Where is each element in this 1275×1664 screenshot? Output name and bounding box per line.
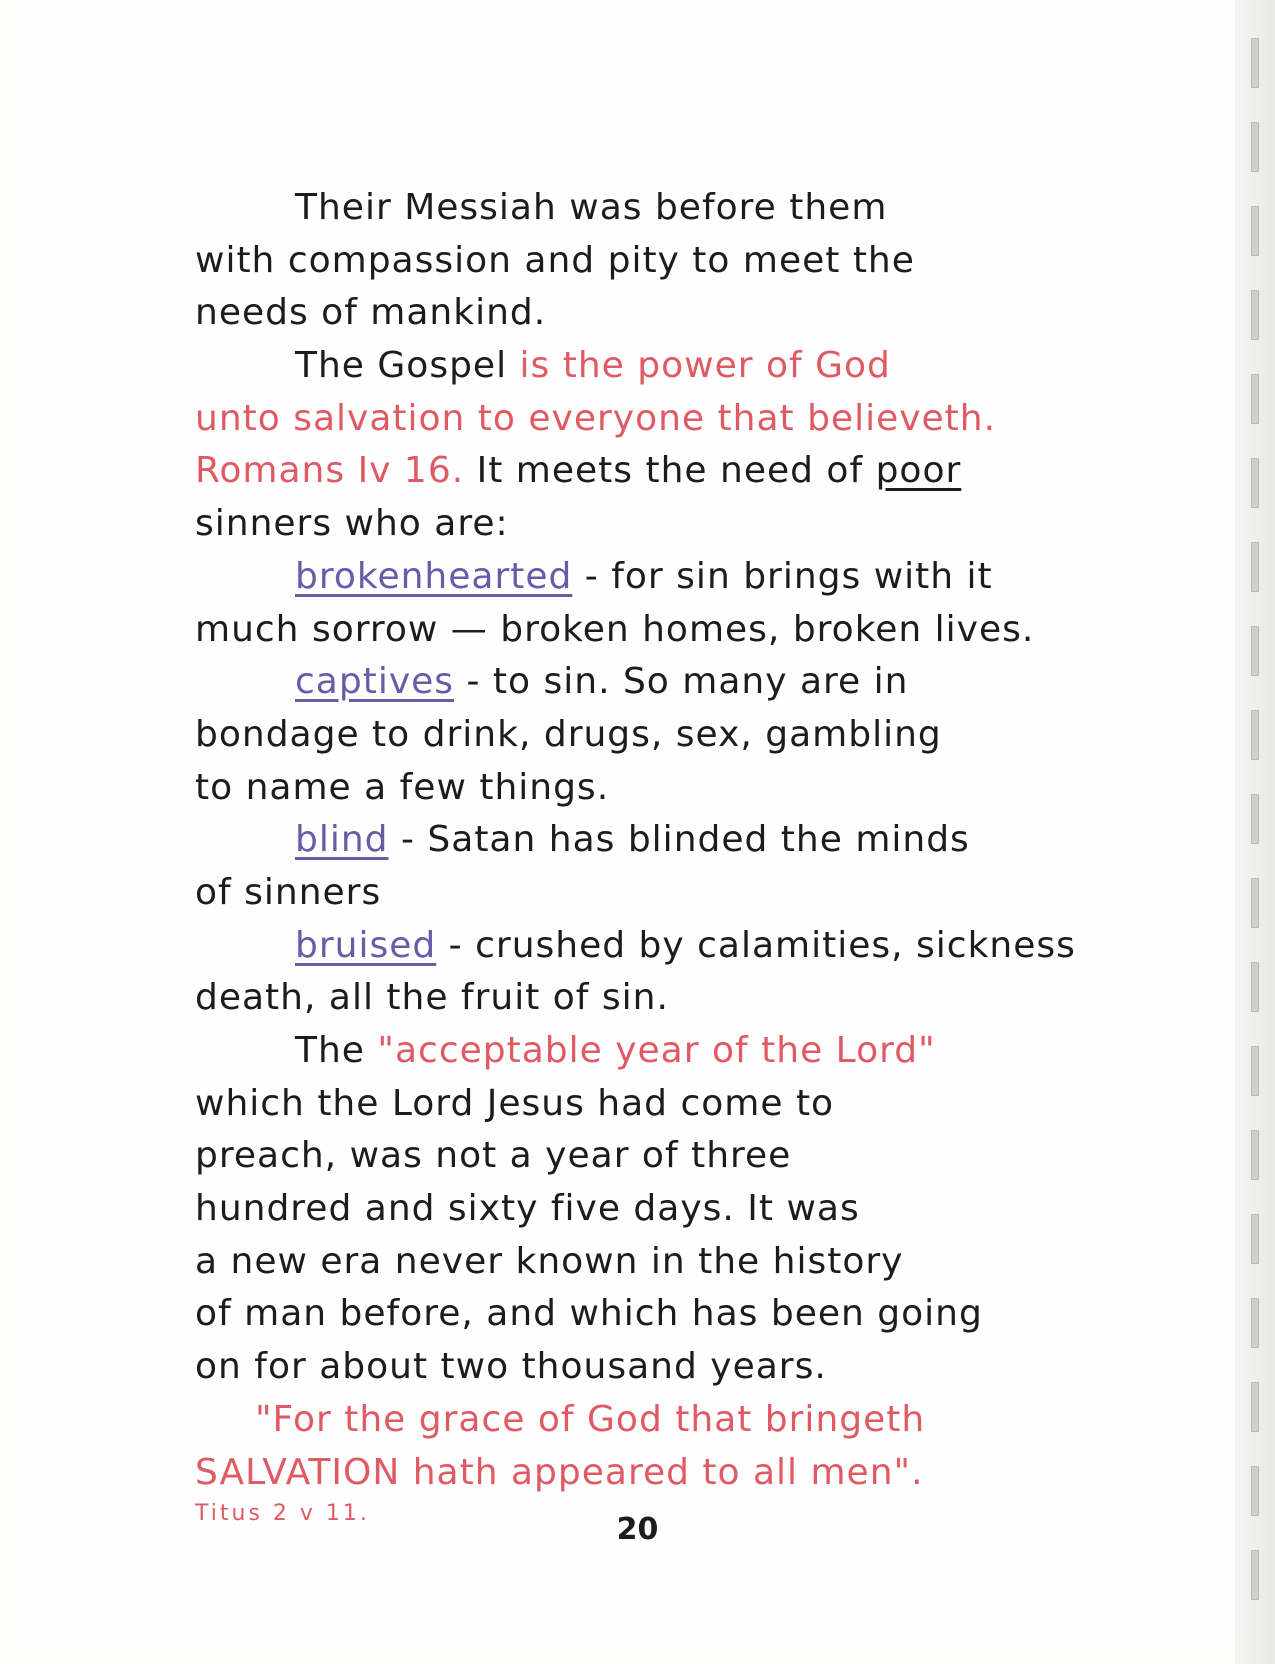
paragraph-line: with compassion and pity to meet the [195, 239, 915, 281]
the-text: The [295, 1030, 378, 1071]
paragraph-line: which the Lord Jesus had come to [195, 1082, 835, 1124]
binding-slot [1251, 290, 1259, 340]
binding-slot [1251, 794, 1259, 844]
paragraph-line [195, 1025, 1195, 1078]
key-explanation: - Satan has blinded the minds [388, 819, 970, 861]
scripture-quote: is the power of God [519, 345, 891, 387]
key-explanation: - crushed by calamities, sickness [436, 924, 1076, 966]
paragraph-line: much sorrow — broken homes, broken lives. [195, 608, 1035, 650]
list-item [195, 814, 1195, 867]
scripture-reference: Romans Iv 16. [195, 450, 465, 492]
paragraph-line: of man before, and which has been going [195, 1293, 983, 1335]
list-item [195, 920, 1195, 973]
scripture-quote: "acceptable year of the Lord" [377, 1030, 936, 1071]
key-explanation: - to sin. So many are in [454, 661, 909, 703]
handwritten-body [195, 182, 1195, 1529]
binding-slot [1251, 626, 1259, 676]
binding-slot [1251, 962, 1259, 1012]
binding-slot [1251, 542, 1259, 592]
paragraph-line: sinners who are: [195, 503, 509, 545]
closing-quote: "For the grace of God that bringeth [255, 1398, 926, 1440]
key-word: blind [295, 819, 389, 861]
list-item [195, 551, 1195, 604]
underlined-word: poor [875, 450, 962, 492]
binding-slot [1251, 206, 1259, 256]
binding-slot [1251, 1214, 1259, 1264]
binding-slot [1251, 374, 1259, 424]
binding-slot [1251, 122, 1259, 172]
binding-slot [1251, 38, 1259, 88]
paragraph-line: to name a few things. [195, 766, 610, 808]
binding-slot [1251, 1466, 1259, 1516]
binding-slot [1251, 1046, 1259, 1096]
binding-slot [1251, 878, 1259, 928]
binding-slot [1251, 458, 1259, 508]
spiral-binding [1235, 0, 1275, 1664]
page-number: 20 [616, 1512, 659, 1547]
paragraph-line: death, all the fruit of sin. [195, 977, 669, 1019]
paragraph-line [195, 445, 1195, 498]
binding-slot [1251, 1130, 1259, 1180]
binding-slot [1251, 1382, 1259, 1432]
paragraph-line: bondage to drink, drugs, sex, gambling [195, 713, 942, 755]
key-explanation: - for sin brings with it [572, 555, 993, 597]
key-word: captives [295, 661, 455, 703]
paragraph-line: on for about two thousand years. [195, 1346, 827, 1388]
binding-slot [1251, 710, 1259, 760]
quote-reference: Titus 2 v 11. [195, 1501, 370, 1527]
paragraph-line: needs of mankind. [195, 292, 547, 334]
key-word: bruised [295, 924, 437, 966]
gospel-text: The Gospel [295, 345, 520, 387]
scripture-quote: unto salvation to everyone that believeth. [195, 397, 997, 439]
key-word: brokenhearted [295, 555, 573, 597]
paragraph-line: of sinners [195, 871, 382, 913]
binding-slot [1251, 1550, 1259, 1600]
paragraph-line: a new era never known in the history [195, 1240, 904, 1282]
paragraph-line: Their Messiah was before them [295, 187, 888, 228]
paragraph-line [195, 340, 1195, 393]
list-item [195, 656, 1195, 709]
paragraph-line: hundred and sixty five days. It was [195, 1188, 860, 1230]
meets-text: It meets the need of [464, 450, 876, 492]
paragraph-line: preach, was not a year of three [195, 1135, 792, 1177]
binding-slot [1251, 1298, 1259, 1348]
closing-quote: SALVATION hath appeared to all men". [195, 1451, 924, 1493]
